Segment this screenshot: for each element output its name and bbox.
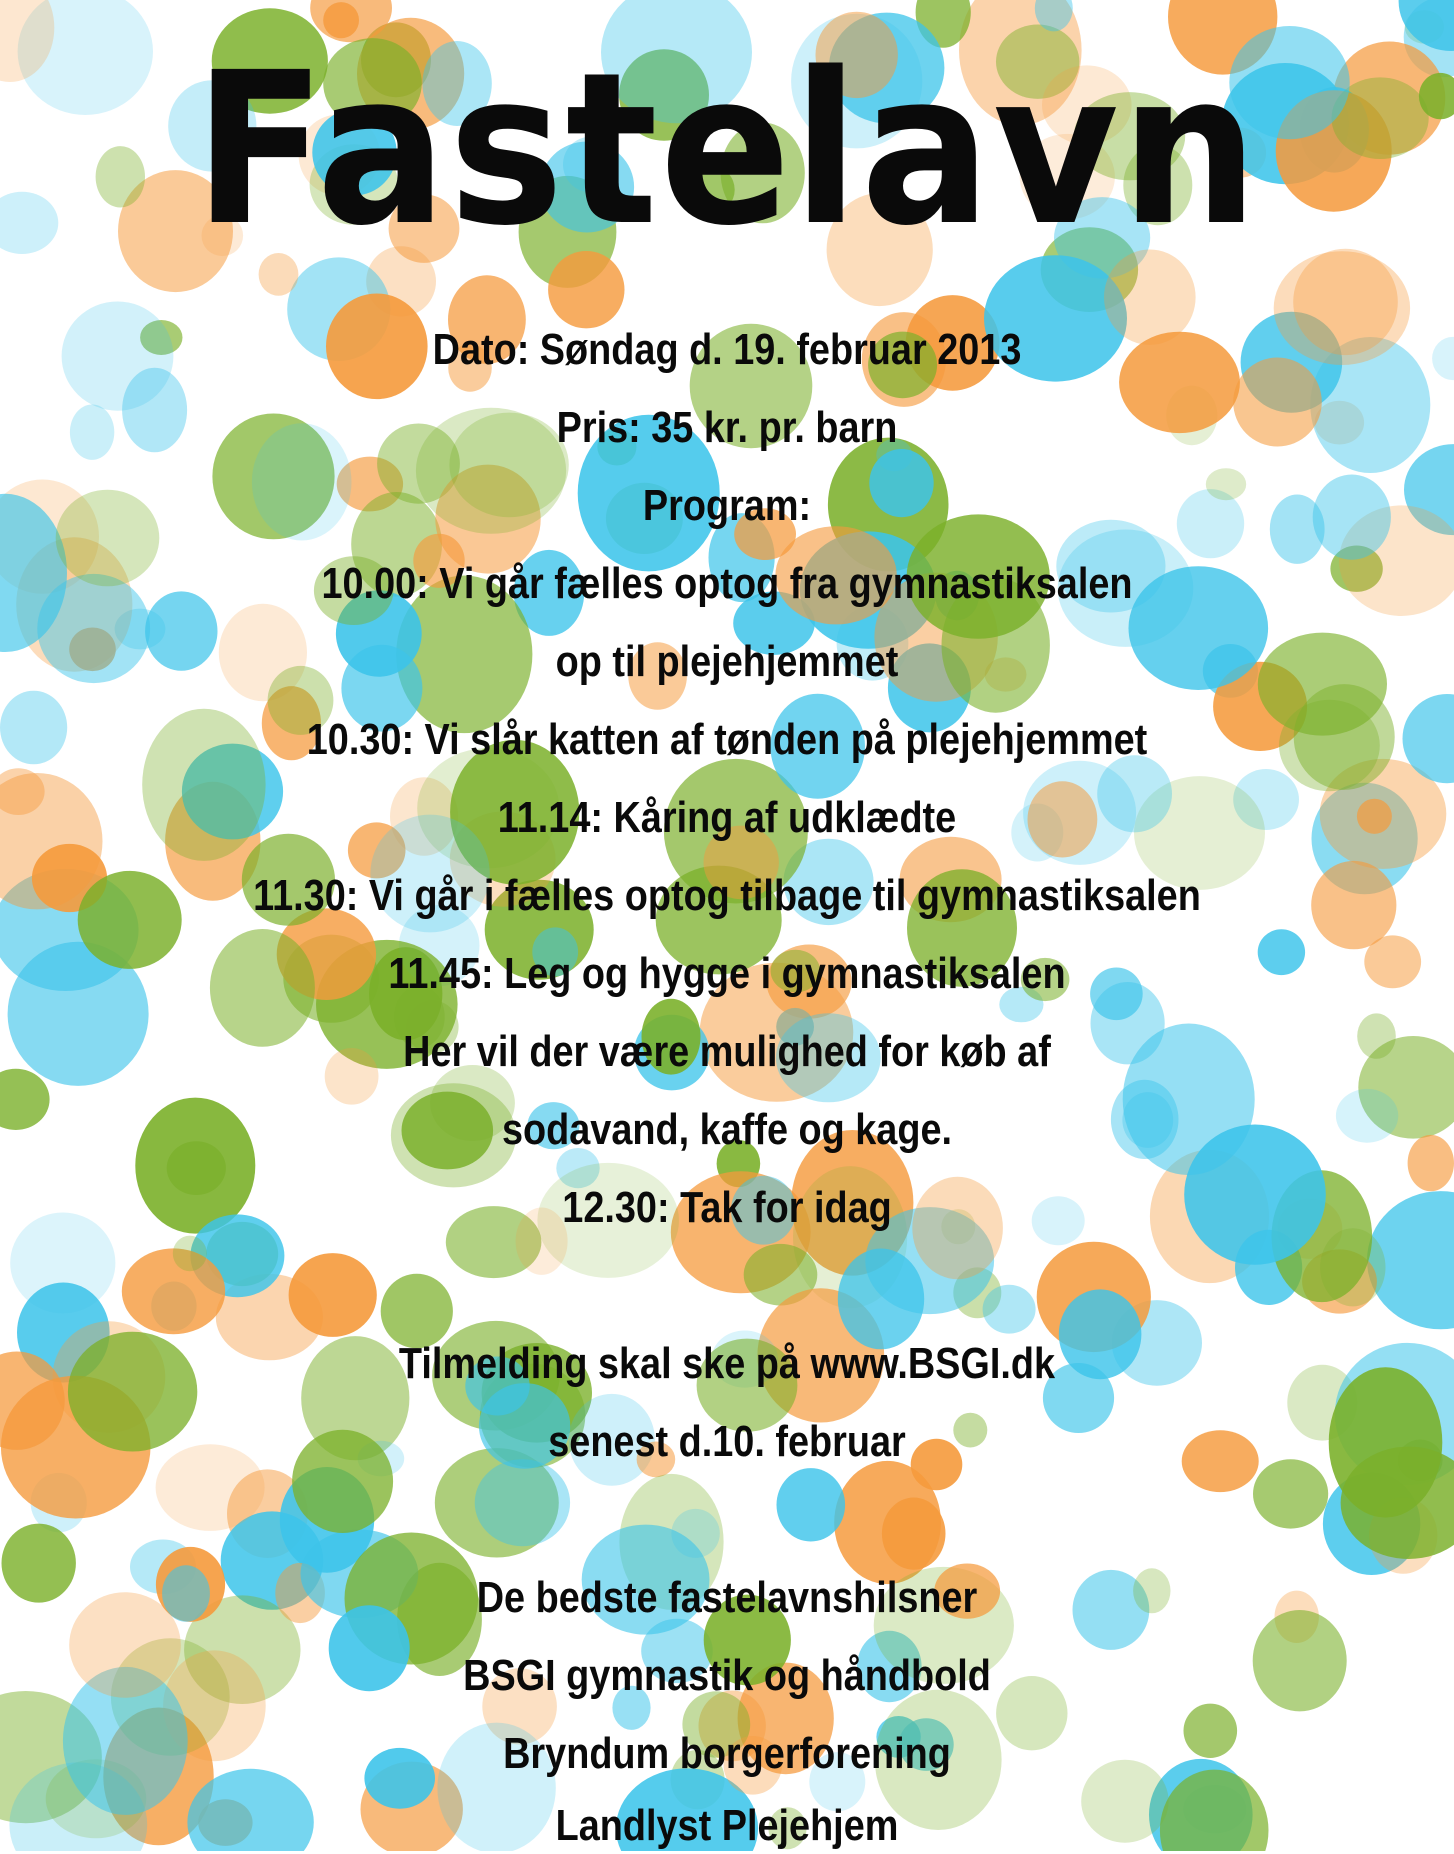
registration-deadline: senest d.10. februar xyxy=(102,1414,1352,1470)
program-item: 11.45: Leg og hygge i gymnastiksalen xyxy=(102,946,1352,1002)
program-item: 11.14: Kåring af udklædte xyxy=(102,790,1352,846)
signoff-organizer: BSGI gymnastik og håndbold xyxy=(102,1648,1352,1704)
event-date: Dato: Søndag d. 19. februar 2013 xyxy=(102,322,1352,378)
program-item: 12.30: Tak for idag xyxy=(102,1180,1352,1236)
event-price: Pris: 35 kr. pr. barn xyxy=(102,400,1352,456)
program-item: 11.30: Vi går i fælles optog tilbage til gymnastiksalen xyxy=(102,868,1352,924)
registration-line: Tilmelding skal ske på www.BSGI.dk xyxy=(102,1336,1352,1392)
program-item: op til plejehjemmet xyxy=(102,634,1352,690)
poster-title: Fastelavn xyxy=(58,30,1396,270)
program-item: 10.00: Vi går fælles optog fra gymnastiksalen xyxy=(102,556,1352,612)
program-heading: Program: xyxy=(102,478,1352,534)
signoff-greeting: De bedste fastelavnshilsner xyxy=(102,1570,1352,1626)
program-item: 10.30: Vi slår katten af tønden på plejehjemmet xyxy=(102,712,1352,768)
program-item: Her vil der være mulighed for køb af xyxy=(102,1024,1352,1080)
signoff-organizer: Bryndum borgerforening xyxy=(102,1726,1352,1782)
signoff-organizer: Landlyst Plejehjem xyxy=(102,1798,1352,1854)
program-item: sodavand, kaffe og kage. xyxy=(102,1102,1352,1158)
